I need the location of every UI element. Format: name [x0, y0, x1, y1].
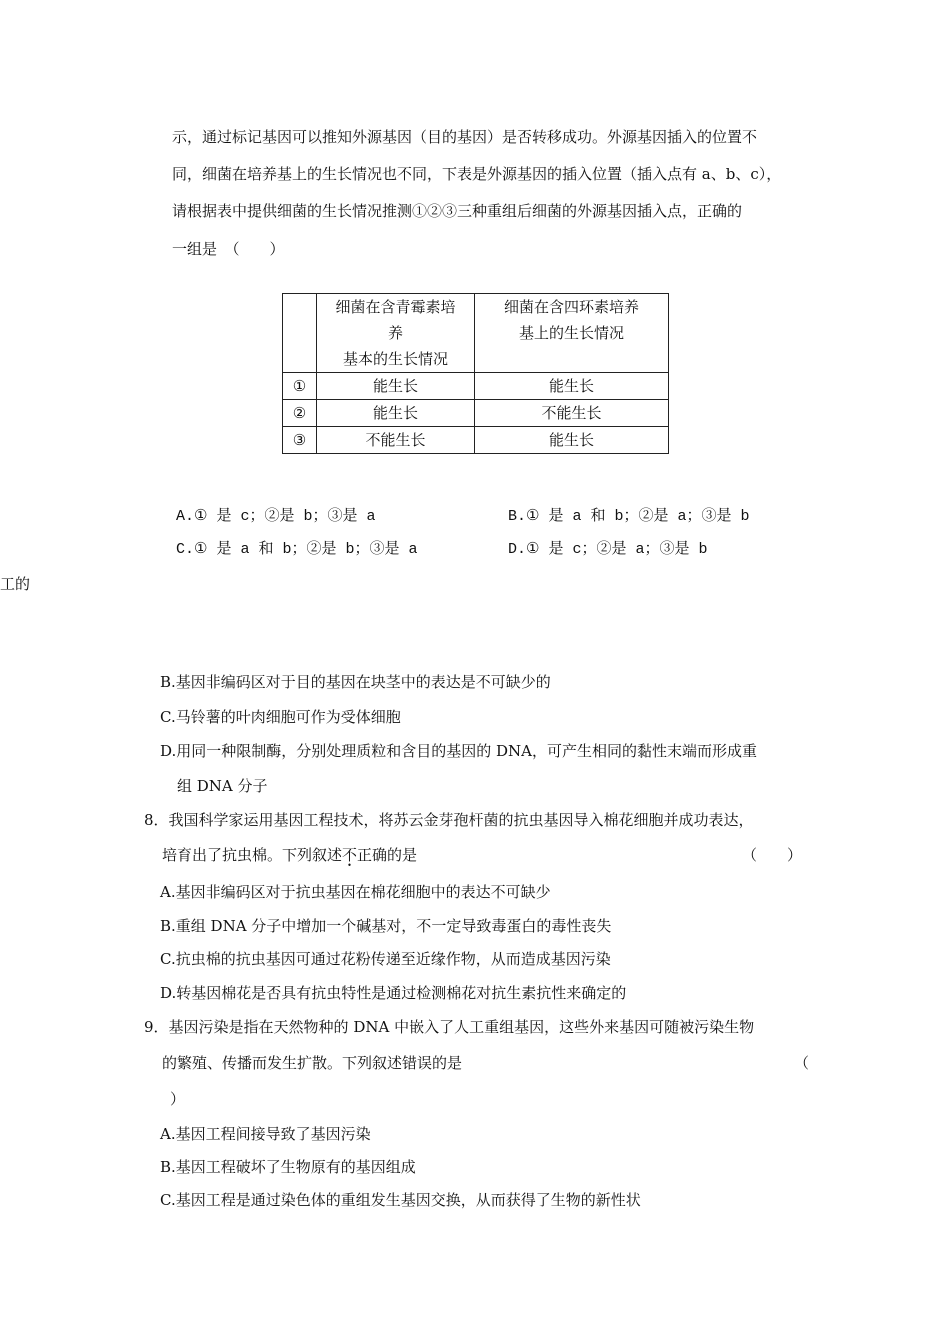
prev-option-d-line-1: D.用同一种限制酶，分别处理质粒和含目的基因的 DNA，可产生相同的黏性末端而形成重 [160, 742, 758, 760]
row-penicillin: 能生长 [317, 400, 475, 427]
row-penicillin: 不能生长 [317, 427, 475, 454]
stray-fragment: 工的 [0, 575, 31, 593]
q7-option-a: A.① 是 c；②是 b；③是 a [176, 508, 376, 525]
intro-line-2: 同，细菌在培养基上的生长情况也不同，下表是外源基因的插入位置（插入点有 a、b、c）， [172, 165, 782, 183]
header-penicillin-line-3: 基本的生长情况 [342, 350, 448, 368]
table-header-row [283, 294, 669, 373]
row-tetracycline: 能生长 [475, 427, 669, 454]
table-row [283, 400, 669, 427]
q8-option-d: D.转基因棉花是否具有抗虫特性是通过检测棉花对抗生素抗性来确定的 [160, 984, 627, 1002]
q8-stem-line-1: 8．我国科学家运用基因工程技术，将苏云金芽孢杆菌的抗虫基因导入棉花细胞并成功表达， [144, 811, 754, 829]
header-penicillin-line-1: 细菌在含青霉素培 [335, 298, 456, 316]
q8-answer-bracket: （ ） [742, 846, 803, 864]
row-id: ② [283, 400, 317, 427]
prev-option-d-line-2: 组 DNA 分子 [177, 777, 268, 795]
growth-table [282, 293, 669, 454]
q9-option-c: C.基因工程是通过染色体的重组发生基因交换，从而获得了生物的新性状 [160, 1191, 641, 1209]
header-tetracycline-line-1: 细菌在含四环素培养 [503, 298, 639, 316]
intro-line-1: 示，通过标记基因可以推知外源基因（目的基因）是否转移成功。外源基因插入的位置不 [172, 128, 758, 146]
table-header-empty [283, 294, 317, 373]
row-id: ③ [283, 427, 317, 454]
q8-option-b: B.重组 DNA 分子中增加一个碱基对，不一定导致毒蛋白的毒性丧失 [160, 917, 612, 935]
table-row [283, 373, 669, 400]
q8-option-c: C.抗虫棉的抗虫基因可通过花粉传递至近缘作物，从而造成基因污染 [160, 950, 611, 968]
prev-option-c: C.马铃薯的叶肉细胞可作为受体细胞 [160, 708, 401, 726]
q9-bracket-open: （ [794, 1054, 810, 1072]
q9-bracket-close: ） [170, 1090, 186, 1108]
q8-option-a: A.基因非编码区对于抗虫基因在棉花细胞中的表达不可缺少 [160, 883, 551, 901]
q9-stem-line-2: 的繁殖、传播而发生扩散。下列叙述错误的是 [162, 1054, 463, 1072]
row-tetracycline: 能生长 [475, 373, 669, 400]
table-header-penicillin [317, 294, 475, 373]
q8-stem-line-2 [162, 845, 417, 865]
intro-line-4: 一组是 （ ） [172, 240, 285, 258]
q8-stem-emphasis: 不 [342, 846, 358, 864]
q7-option-b: B.① 是 a 和 b；②是 a；③是 b [508, 508, 750, 525]
q9-stem-line-1: 9．基因污染是指在天然物种的 DNA 中嵌入了人工重组基因，这些外来基因可随被污染生物 [144, 1018, 755, 1036]
q7-option-d: D.① 是 c；②是 a；③是 b [508, 541, 708, 558]
q9-option-a: A.基因工程间接导致了基因污染 [160, 1125, 371, 1143]
q8-stem-post: 正确的是 [357, 846, 418, 864]
table-row [283, 427, 669, 454]
header-tetracycline-line-2: 基上的生长情况 [518, 324, 624, 342]
header-penicillin-line-2: 养 [387, 324, 403, 342]
row-penicillin: 能生长 [317, 373, 475, 400]
table-header-tetracycline [475, 294, 669, 373]
q9-option-b: B.基因工程破坏了生物原有的基因组成 [160, 1158, 416, 1176]
q7-option-c: C.① 是 a 和 b；②是 b；③是 a [176, 541, 418, 558]
row-tetracycline: 不能生长 [475, 400, 669, 427]
prev-option-b: B.基因非编码区对于目的基因在块茎中的表达是不可缺少的 [160, 673, 551, 691]
intro-line-3: 请根据表中提供细菌的生长情况推测①②③三种重组后细菌的外源基因插入点，正确的 [172, 202, 743, 220]
row-id: ① [283, 373, 317, 400]
q8-stem-pre: 培育出了抗虫棉。下列叙述 [162, 846, 343, 864]
